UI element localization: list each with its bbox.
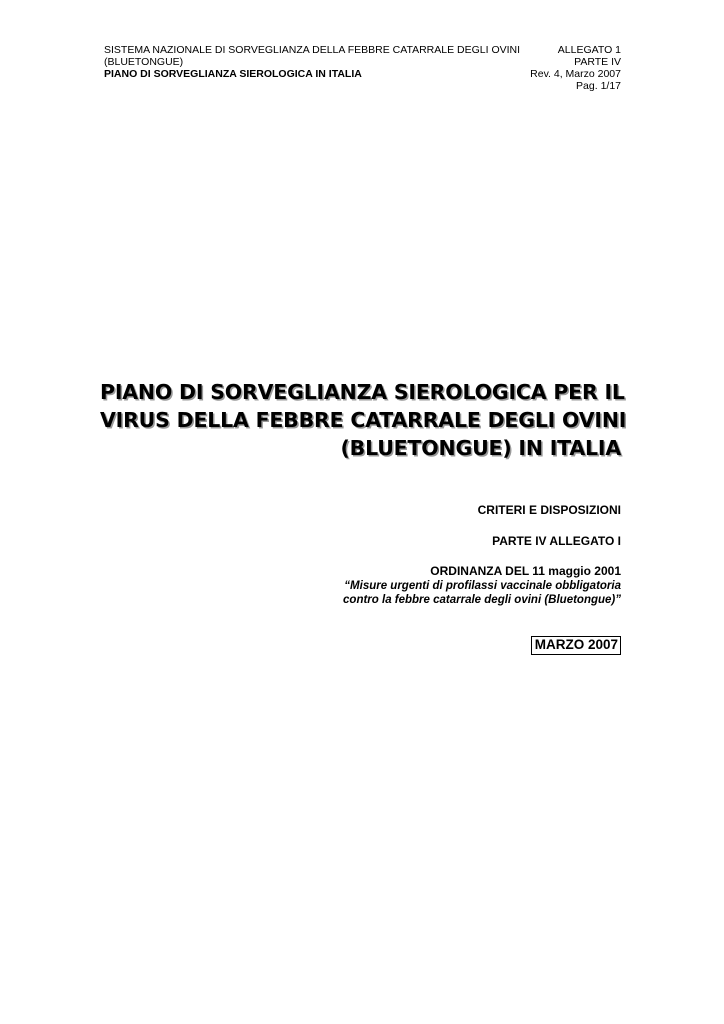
header-page-number: Pag. 1/17	[576, 80, 621, 92]
criteria-heading: CRITERI E DISPOSIZIONI	[477, 503, 621, 517]
header-right	[471, 44, 621, 92]
header-system-title: SISTEMA NAZIONALE DI SORVEGLIANZA DELLA FEBBRE CATARRALE DEGLI OVINI	[104, 44, 521, 56]
document-date: MARZO 2007	[531, 636, 621, 655]
header-system-subtitle: (BLUETONGUE)	[104, 56, 184, 68]
header-left	[104, 44, 521, 80]
header-plan-title: PIANO DI SORVEGLIANZA SIEROLOGICA IN ITALIA	[104, 68, 362, 80]
document-title	[100, 378, 627, 462]
header-part: PARTE IV	[574, 56, 621, 68]
ordinance-heading: ORDINANZA DEL 11 maggio 2001	[430, 564, 621, 578]
title-line-3: (BLUETONGUE) IN ITALIA	[340, 436, 621, 460]
ordinance-quote-line-2: contro la febbre catarrale degli ovini (Bluetongue)”	[343, 594, 621, 606]
title-line-2: VIRUS DELLA FEBBRE CATARRALE DEGLI OVINI	[100, 408, 627, 432]
ordinance-quote-line-1: “Misure urgenti di profilassi vaccinale obbligatoria	[344, 580, 621, 592]
header-revision: Rev. 4, Marzo 2007	[530, 68, 621, 80]
title-line-1: PIANO DI SORVEGLIANZA SIEROLOGICA PER IL	[100, 380, 625, 404]
header-attachment: ALLEGATO 1	[557, 44, 621, 56]
part-heading: PARTE IV ALLEGATO I	[492, 534, 621, 548]
